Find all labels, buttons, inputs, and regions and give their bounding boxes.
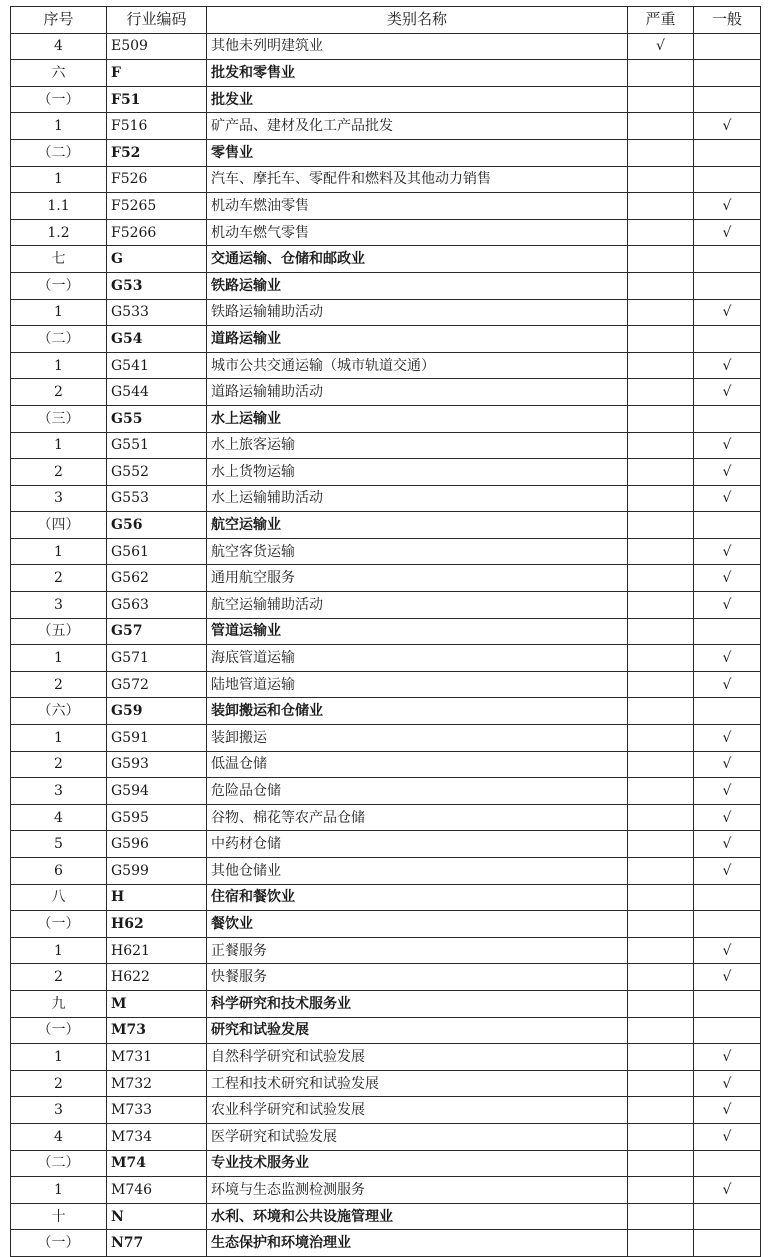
row-category-name: 海底管道运输 [207,645,628,672]
row-general-mark [694,405,761,432]
row-seq: 1 [11,352,107,379]
row-seq: 4 [11,33,107,60]
row-industry-code: G563 [107,592,207,619]
row-general-mark: √ [694,459,761,486]
row-general-mark [694,911,761,938]
table-row [11,964,761,991]
row-seq: （四） [11,512,107,539]
row-category-name: 农业科学研究和试验发展 [207,1097,628,1124]
row-category-name: 水上运输业 [207,405,628,432]
table-row [11,831,761,858]
row-industry-code: F526 [107,166,207,193]
row-category-name: 道路运输业 [207,326,628,353]
row-general-mark: √ [694,831,761,858]
row-seq: 八 [11,884,107,911]
row-category-name: 水利、环境和公共设施管理业 [207,1203,628,1230]
row-general-mark [694,512,761,539]
table-row [11,272,761,299]
row-severe-mark [628,671,694,698]
row-category-name: 餐饮业 [207,911,628,938]
row-general-mark [694,272,761,299]
row-severe-mark [628,512,694,539]
row-seq: 5 [11,831,107,858]
table-row [11,60,761,87]
table-row [11,512,761,539]
row-general-mark [694,246,761,273]
row-general-mark: √ [694,219,761,246]
row-severe-mark [628,272,694,299]
row-seq: 3 [11,778,107,805]
table-row [11,1097,761,1124]
row-category-name: 工程和技术研究和试验发展 [207,1070,628,1097]
row-severe-mark [628,86,694,113]
row-general-mark: √ [694,565,761,592]
row-seq: 6 [11,858,107,885]
table-row [11,1070,761,1097]
row-seq: 1 [11,113,107,140]
table-row [11,990,761,1017]
table-row [11,219,761,246]
row-category-name: 交通运输、仓储和邮政业 [207,246,628,273]
header-name: 类别名称 [207,7,628,34]
row-general-mark [694,33,761,60]
table-row [11,432,761,459]
row-general-mark: √ [694,1044,761,1071]
row-category-name: 中药材仓储 [207,831,628,858]
row-seq: 2 [11,459,107,486]
row-seq: 六 [11,60,107,87]
table-row [11,911,761,938]
table-row [11,379,761,406]
row-category-name: 环境与生态监测检测服务 [207,1177,628,1204]
row-category-name: 科学研究和技术服务业 [207,990,628,1017]
header-seq: 序号 [11,7,107,34]
row-severe-mark [628,1203,694,1230]
row-industry-code: G591 [107,725,207,752]
row-industry-code: M [107,990,207,1017]
table-row [11,86,761,113]
table-row [11,565,761,592]
row-industry-code: G56 [107,512,207,539]
row-category-name: 航空客货运输 [207,538,628,565]
row-general-mark [694,86,761,113]
row-category-name: 铁路运输业 [207,272,628,299]
row-industry-code: G59 [107,698,207,725]
table-row [11,1123,761,1150]
row-industry-code: G593 [107,751,207,778]
row-industry-code: M73 [107,1017,207,1044]
row-general-mark: √ [694,964,761,991]
row-seq: （二） [11,326,107,353]
row-severe-mark [628,113,694,140]
row-industry-code: G561 [107,538,207,565]
row-industry-code: G594 [107,778,207,805]
row-industry-code: G596 [107,831,207,858]
row-category-name: 道路运输辅助活动 [207,379,628,406]
table-row [11,698,761,725]
row-industry-code: M746 [107,1177,207,1204]
table-row [11,937,761,964]
row-general-mark: √ [694,193,761,220]
row-general-mark [694,990,761,1017]
table-row [11,1017,761,1044]
row-category-name: 陆地管道运输 [207,671,628,698]
row-general-mark [694,618,761,645]
row-seq: 3 [11,485,107,512]
row-severe-mark [628,751,694,778]
row-seq: 2 [11,751,107,778]
row-industry-code: G55 [107,405,207,432]
row-severe-mark [628,645,694,672]
row-category-name: 城市公共交通运输（城市轨道交通） [207,352,628,379]
row-severe-mark [628,618,694,645]
row-severe-mark [628,964,694,991]
row-severe-mark [628,1097,694,1124]
row-seq: 九 [11,990,107,1017]
row-severe-mark [628,698,694,725]
row-industry-code: F516 [107,113,207,140]
row-general-mark [694,1150,761,1177]
row-severe-mark [628,990,694,1017]
row-seq: 1 [11,725,107,752]
row-seq: 1 [11,1177,107,1204]
row-severe-mark [628,911,694,938]
row-industry-code: H621 [107,937,207,964]
row-category-name: 零售业 [207,139,628,166]
row-industry-code: F5266 [107,219,207,246]
table-row [11,139,761,166]
row-category-name: 其他仓储业 [207,858,628,885]
row-severe-mark [628,60,694,87]
row-general-mark: √ [694,751,761,778]
row-category-name: 水上运输辅助活动 [207,485,628,512]
row-category-name: 谷物、棉花等农产品仓储 [207,804,628,831]
row-industry-code: G553 [107,485,207,512]
row-severe-mark [628,1150,694,1177]
header-code: 行业编码 [107,7,207,34]
table-row [11,778,761,805]
row-severe-mark [628,405,694,432]
table-header-row [11,7,761,34]
table-row [11,645,761,672]
row-seq: 1 [11,1044,107,1071]
row-severe-mark [628,326,694,353]
row-general-mark: √ [694,858,761,885]
row-industry-code: F51 [107,86,207,113]
row-industry-code: G552 [107,459,207,486]
table-row [11,352,761,379]
row-industry-code: G54 [107,326,207,353]
row-severe-mark [628,778,694,805]
row-industry-code: G595 [107,804,207,831]
row-seq: （一） [11,1230,107,1257]
row-category-name: 危险品仓储 [207,778,628,805]
row-severe-mark [628,858,694,885]
table-row [11,1177,761,1204]
row-category-name: 机动车燃油零售 [207,193,628,220]
row-industry-code: G572 [107,671,207,698]
row-industry-code: G551 [107,432,207,459]
row-seq: （六） [11,698,107,725]
row-general-mark [694,1203,761,1230]
row-general-mark: √ [694,113,761,140]
row-general-mark: √ [694,1097,761,1124]
row-category-name: 管道运输业 [207,618,628,645]
row-severe-mark [628,1070,694,1097]
row-general-mark: √ [694,671,761,698]
row-industry-code: M732 [107,1070,207,1097]
row-severe-mark [628,432,694,459]
row-general-mark: √ [694,937,761,964]
row-industry-code: F [107,60,207,87]
row-industry-code: H [107,884,207,911]
row-general-mark: √ [694,1123,761,1150]
row-general-mark: √ [694,592,761,619]
row-general-mark [694,1230,761,1257]
row-seq: 1 [11,538,107,565]
row-severe-mark [628,459,694,486]
table-row [11,246,761,273]
row-severe-mark [628,246,694,273]
row-severe-mark [628,592,694,619]
row-category-name: 水上货物运输 [207,459,628,486]
row-seq: （一） [11,86,107,113]
row-industry-code: G562 [107,565,207,592]
row-category-name: 装卸搬运和仓储业 [207,698,628,725]
row-industry-code: H622 [107,964,207,991]
table-row [11,592,761,619]
row-category-name: 汽车、摩托车、零配件和燃料及其他动力销售 [207,166,628,193]
table-row [11,858,761,885]
row-severe-mark [628,379,694,406]
row-seq: （三） [11,405,107,432]
row-category-name: 住宿和餐饮业 [207,884,628,911]
row-industry-code: M731 [107,1044,207,1071]
row-general-mark: √ [694,538,761,565]
table-row [11,1230,761,1257]
row-general-mark: √ [694,1070,761,1097]
row-category-name: 低温仓储 [207,751,628,778]
table-row [11,1044,761,1071]
row-severe-mark [628,831,694,858]
row-general-mark [694,60,761,87]
row-seq: （二） [11,139,107,166]
row-seq: 1.2 [11,219,107,246]
row-industry-code: H62 [107,911,207,938]
row-category-name: 快餐服务 [207,964,628,991]
row-severe-mark [628,538,694,565]
row-severe-mark [628,139,694,166]
row-seq: 1 [11,645,107,672]
row-seq: 4 [11,1123,107,1150]
row-category-name: 医学研究和试验发展 [207,1123,628,1150]
row-category-name: 专业技术服务业 [207,1150,628,1177]
table-row [11,166,761,193]
header-general: 一般 [694,7,761,34]
row-industry-code: F52 [107,139,207,166]
row-general-mark: √ [694,1177,761,1204]
row-seq: 十 [11,1203,107,1230]
row-seq: 2 [11,565,107,592]
row-industry-code: G57 [107,618,207,645]
row-seq: （一） [11,272,107,299]
table-row [11,113,761,140]
row-category-name: 研究和试验发展 [207,1017,628,1044]
row-general-mark [694,166,761,193]
row-severe-mark [628,299,694,326]
row-severe-mark [628,166,694,193]
row-category-name: 批发业 [207,86,628,113]
row-seq: 1 [11,166,107,193]
row-severe-mark [628,937,694,964]
row-seq: 2 [11,671,107,698]
row-seq: （一） [11,911,107,938]
row-category-name: 正餐服务 [207,937,628,964]
row-industry-code: M74 [107,1150,207,1177]
row-seq: 3 [11,592,107,619]
row-seq: 2 [11,379,107,406]
table-row [11,193,761,220]
row-industry-code: G [107,246,207,273]
table-row [11,1203,761,1230]
row-severe-mark [628,1123,694,1150]
row-severe-mark [628,1017,694,1044]
row-category-name: 水上旅客运输 [207,432,628,459]
table-row [11,485,761,512]
row-industry-code: M733 [107,1097,207,1124]
table-row [11,33,761,60]
table-row [11,538,761,565]
row-seq: （一） [11,1017,107,1044]
row-severe-mark [628,485,694,512]
table-row [11,751,761,778]
row-seq: 1.1 [11,193,107,220]
table-row [11,884,761,911]
table-row [11,671,761,698]
row-industry-code: G541 [107,352,207,379]
row-category-name: 铁路运输辅助活动 [207,299,628,326]
row-industry-code: N77 [107,1230,207,1257]
row-seq: 2 [11,964,107,991]
table-row [11,405,761,432]
row-severe-mark: √ [628,33,694,60]
row-industry-code: G571 [107,645,207,672]
row-general-mark: √ [694,379,761,406]
row-category-name: 其他未列明建筑业 [207,33,628,60]
row-seq: 1 [11,432,107,459]
row-industry-code: G53 [107,272,207,299]
row-category-name: 通用航空服务 [207,565,628,592]
row-seq: 1 [11,937,107,964]
row-general-mark: √ [694,299,761,326]
row-seq: 4 [11,804,107,831]
row-severe-mark [628,219,694,246]
row-general-mark [694,698,761,725]
row-general-mark: √ [694,725,761,752]
table-row [11,804,761,831]
industry-category-table [10,6,761,1257]
row-seq: （二） [11,1150,107,1177]
row-industry-code: M734 [107,1123,207,1150]
row-severe-mark [628,1230,694,1257]
row-seq: 3 [11,1097,107,1124]
row-industry-code: G544 [107,379,207,406]
row-general-mark [694,884,761,911]
row-industry-code: E509 [107,33,207,60]
table-body [11,33,761,1256]
row-category-name: 自然科学研究和试验发展 [207,1044,628,1071]
table-row [11,1150,761,1177]
row-category-name: 生态保护和环境治理业 [207,1230,628,1257]
row-general-mark: √ [694,804,761,831]
row-severe-mark [628,193,694,220]
row-general-mark: √ [694,778,761,805]
row-seq: 1 [11,299,107,326]
row-severe-mark [628,725,694,752]
row-general-mark: √ [694,352,761,379]
row-industry-code: F5265 [107,193,207,220]
table-row [11,618,761,645]
row-general-mark: √ [694,485,761,512]
row-seq: （五） [11,618,107,645]
header-severe: 严重 [628,7,694,34]
row-severe-mark [628,884,694,911]
row-category-name: 机动车燃气零售 [207,219,628,246]
row-severe-mark [628,352,694,379]
row-general-mark [694,139,761,166]
row-general-mark: √ [694,645,761,672]
row-seq: 七 [11,246,107,273]
row-category-name: 航空运输辅助活动 [207,592,628,619]
row-seq: 2 [11,1070,107,1097]
row-severe-mark [628,565,694,592]
row-general-mark [694,1017,761,1044]
row-general-mark [694,326,761,353]
row-category-name: 装卸搬运 [207,725,628,752]
row-severe-mark [628,804,694,831]
row-industry-code: G533 [107,299,207,326]
table-row [11,299,761,326]
row-category-name: 批发和零售业 [207,60,628,87]
row-industry-code: G599 [107,858,207,885]
row-category-name: 矿产品、建材及化工产品批发 [207,113,628,140]
table-row [11,725,761,752]
row-severe-mark [628,1044,694,1071]
row-severe-mark [628,1177,694,1204]
row-category-name: 航空运输业 [207,512,628,539]
row-industry-code: N [107,1203,207,1230]
row-general-mark: √ [694,432,761,459]
table-row [11,326,761,353]
table-row [11,459,761,486]
